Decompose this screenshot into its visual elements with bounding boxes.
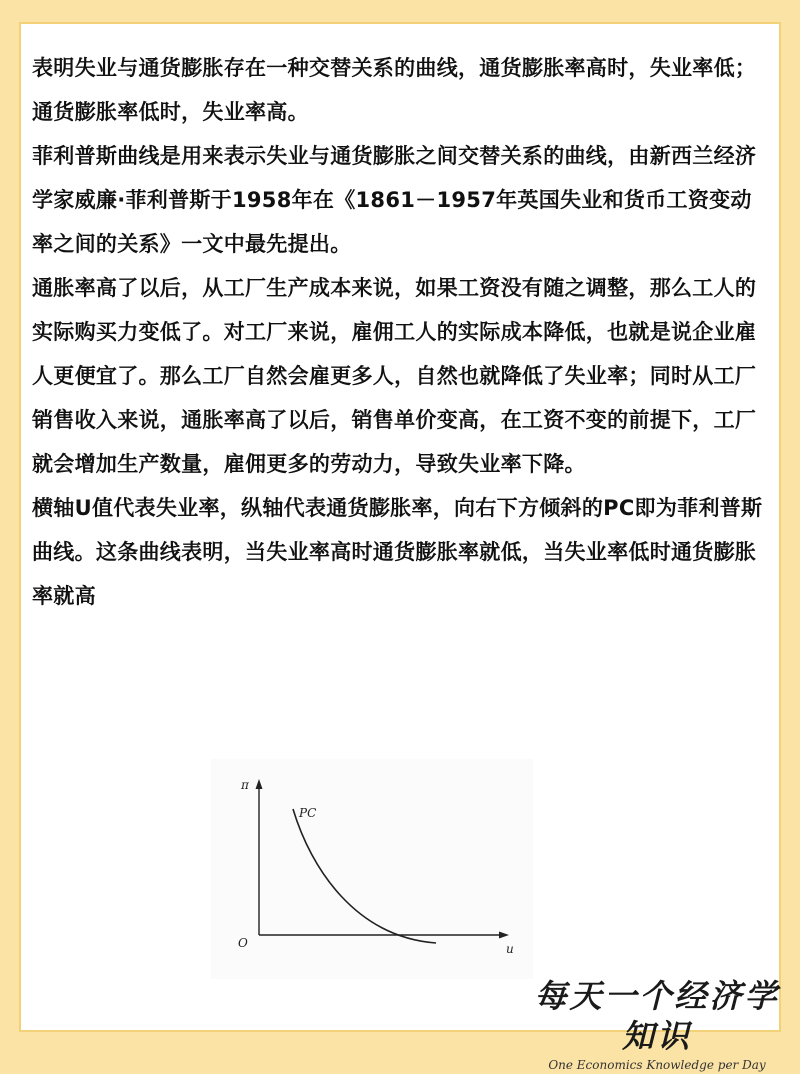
- content-card: [19, 22, 781, 1072]
- paragraph-definition: 表明失业与通货膨胀存在一种交替关系的曲线，通货膨胀率高时，失业率低；通货膨胀率低时，失业率高。: [32, 56, 757, 124]
- brand-title: 每天一个经济学知识: [534, 977, 780, 1055]
- paragraph-origin: 菲利普斯曲线是用来表示失业与通货膨胀之间交替关系的曲线，由新西兰经济学家威廉·菲利普斯于1958年在《1861－1957年英国失业和货币工资变动率之间的关系》一文中最先提出。: [32, 144, 757, 256]
- y-axis-label: π: [241, 778, 249, 792]
- curve-label: PC: [299, 806, 317, 820]
- paragraph-axes: 横轴U值代表失业率，纵轴代表通货膨胀率，向右下方倾斜的PC即为菲利普斯曲线。这条曲线表明，当失业率高时通货膨胀率就低，当失业率低时通货膨胀率就高: [32, 496, 763, 608]
- paragraph-explanation: 通胀率高了以后，从工厂生产成本来说，如果工资没有随之调整，那么工人的实际购买力变低了。对工厂来说，雇佣工人的实际成本降低，也就是说企业雇人更便宜了。那么工厂自然会雇更多人，自然也就降低了失业率；同时从工厂销售收入来说，通胀率高了以后，销售单价变高，在工资不变的前提下，工厂就会增加生产数量，雇佣更多的劳动力，导致失业率下降。: [32, 276, 757, 476]
- brand-subtitle: One Economics Knowledge per Day: [548, 1058, 766, 1072]
- phillips-curve-figure: [211, 759, 533, 979]
- phillips-curve: [293, 809, 436, 943]
- article-body: [32, 46, 770, 618]
- origin-label: O: [238, 936, 248, 950]
- phillips-curve-diagram: [211, 759, 533, 979]
- y-axis-arrow: [256, 779, 263, 789]
- brand-signature: [533, 976, 781, 1074]
- x-axis-arrow: [499, 932, 509, 939]
- x-axis-label: u: [506, 942, 514, 956]
